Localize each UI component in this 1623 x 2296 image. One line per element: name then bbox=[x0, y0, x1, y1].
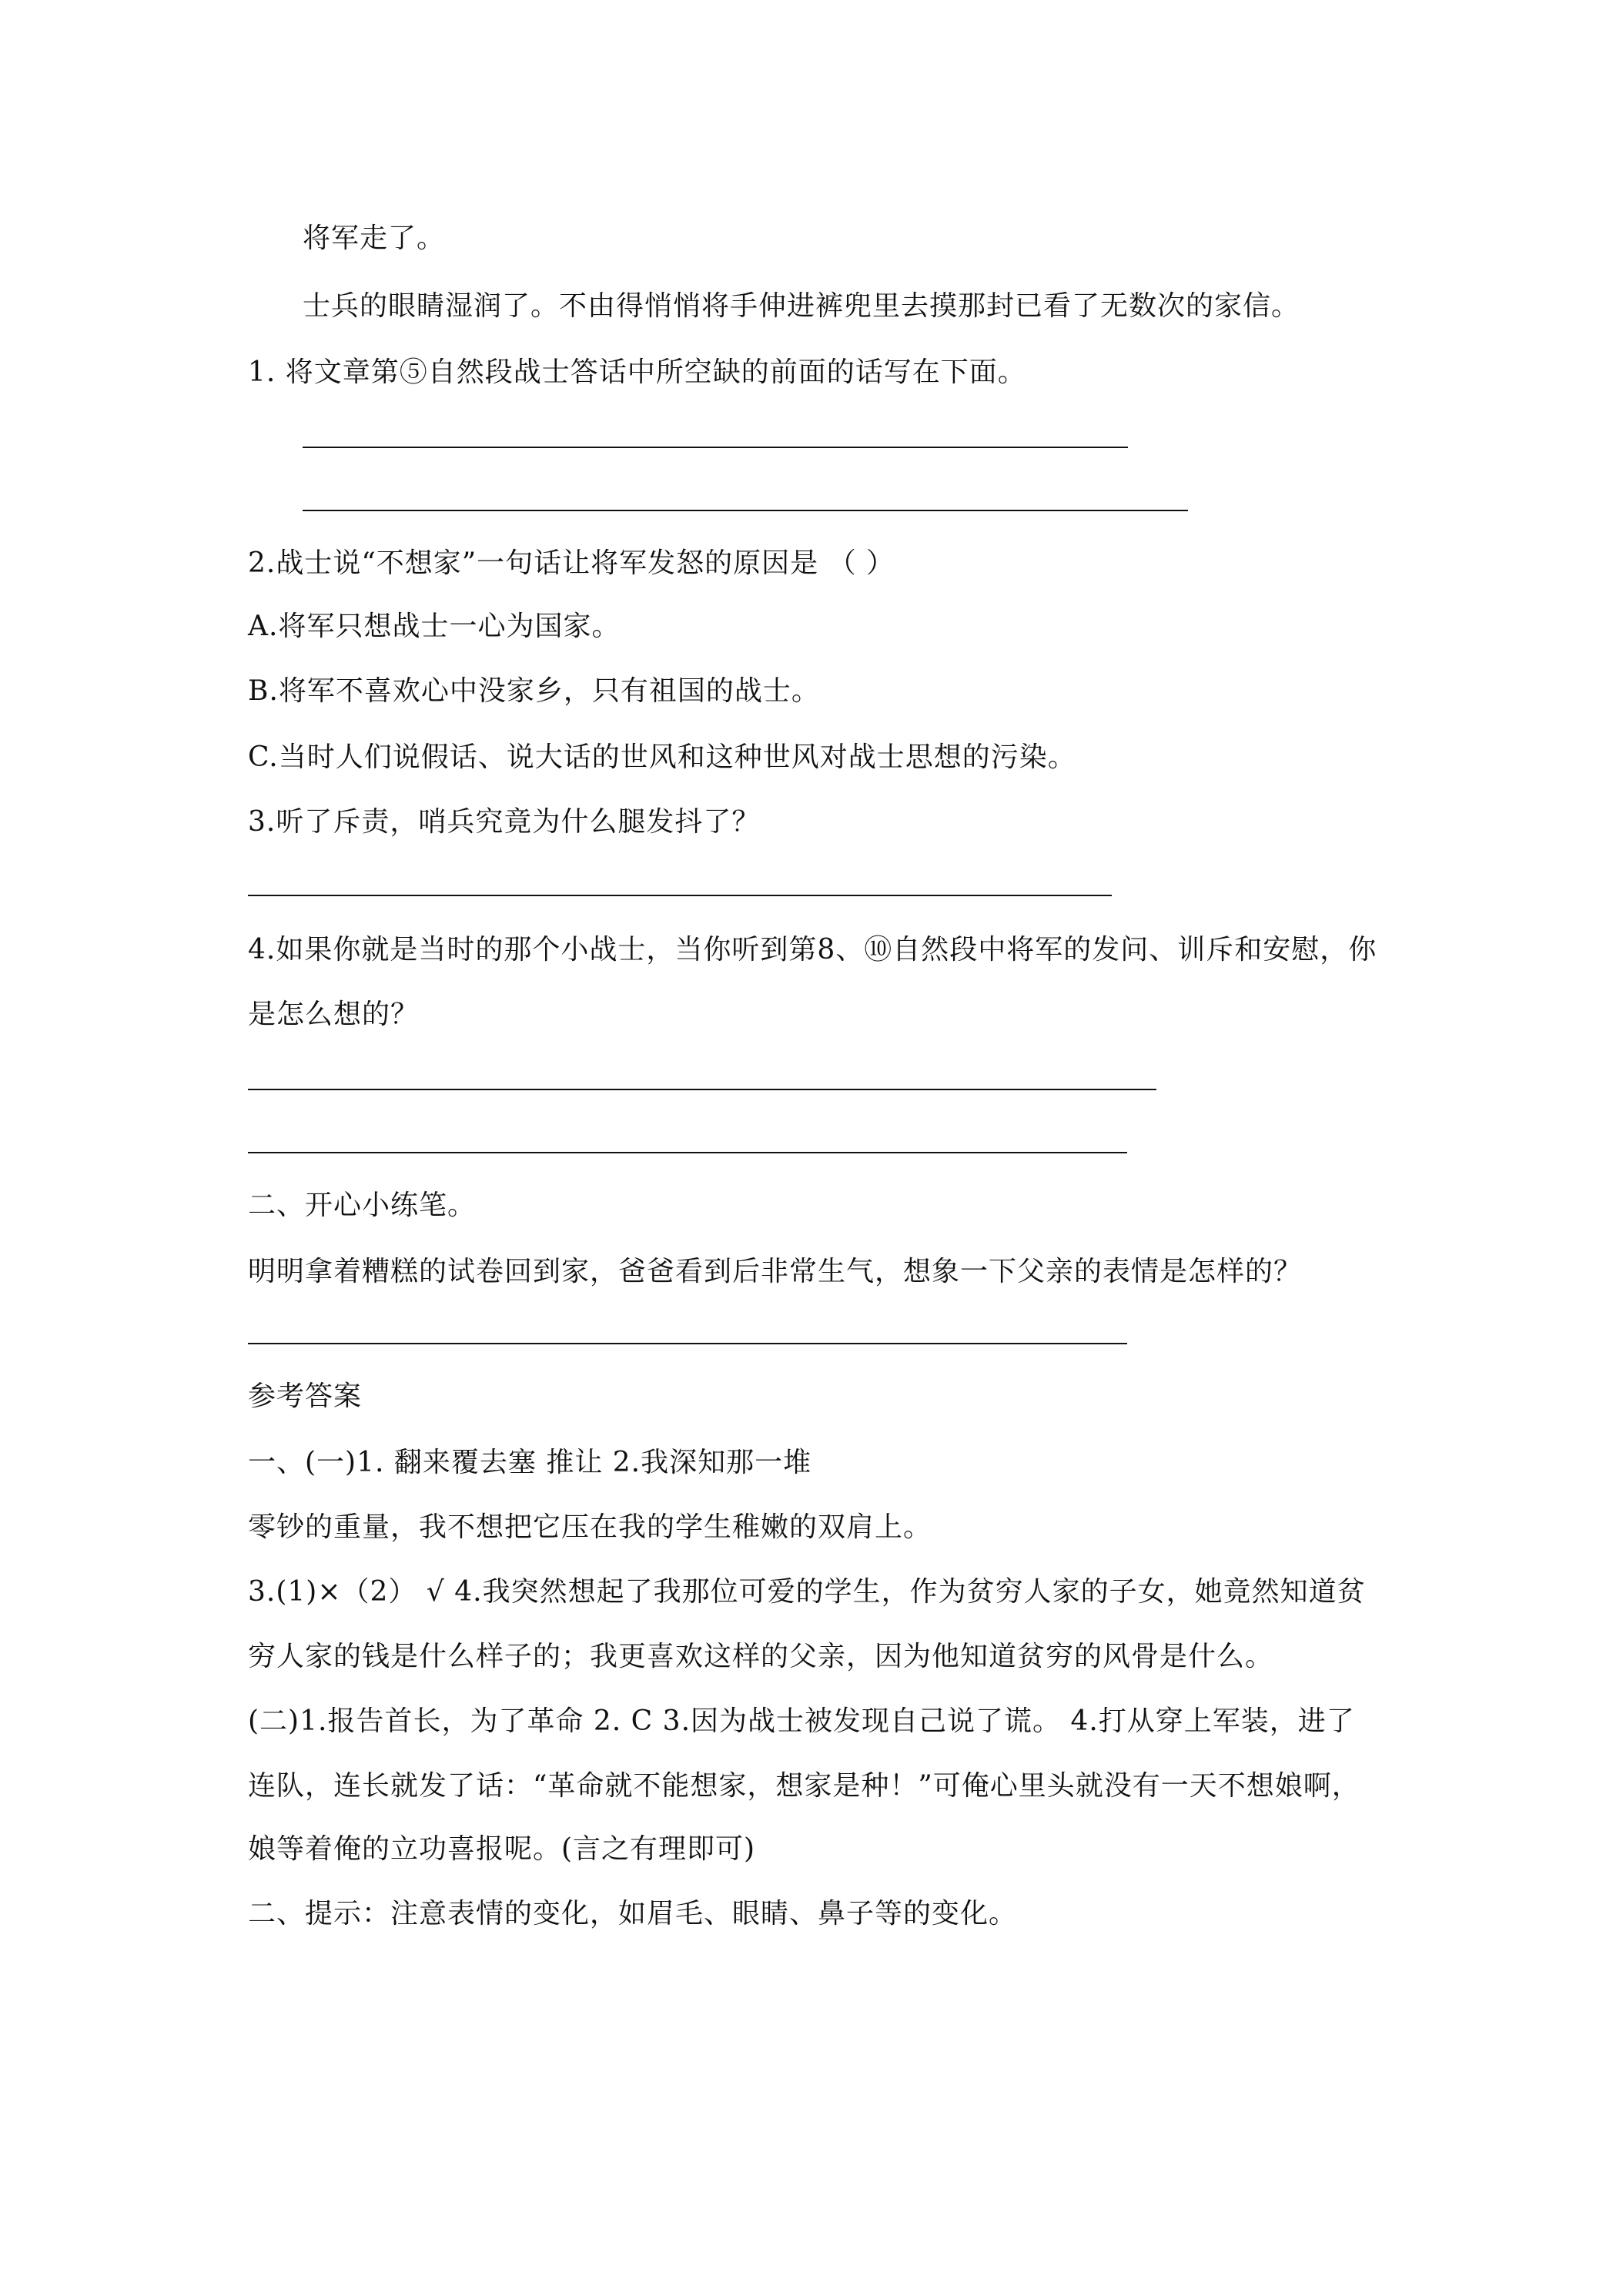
answer-line bbox=[248, 1089, 1156, 1090]
question-4-line-1: 4.如果你就是当时的那个小战士，当你听到第8、⑩自然段中将军的发问、训斥和安慰，你 bbox=[248, 934, 1377, 966]
answer-line-text: 二、提示：注意表情的变化，如眉毛、眼睛、鼻子等的变化。 bbox=[248, 1898, 1018, 1930]
answer-line bbox=[248, 1343, 1127, 1344]
passage-line-1: 将军走了。 bbox=[303, 223, 446, 254]
answer-line-text: 连队，连长就发了话：“革命就不能想家，想家是种！”可俺心里头就没有一天不想娘啊， bbox=[248, 1770, 1360, 1802]
answer-line-text: 穷人家的钱是什么样子的；我更喜欢这样的父亲，因为他知道贫穷的风骨是什么。 bbox=[248, 1641, 1274, 1672]
answer-line-text: 娘等着俺的立功喜报呢。(言之有理即可) bbox=[248, 1833, 756, 1865]
answer-line-text: 零钞的重量，我不想把它压在我的学生稚嫩的双肩上。 bbox=[248, 1511, 932, 1543]
answers-heading: 参考答案 bbox=[248, 1381, 363, 1412]
passage-line-2: 士兵的眼睛湿润了。不由得悄悄将手伸进裤兜里去摸那封已看了无数次的家信。 bbox=[303, 290, 1300, 322]
section-2-heading: 二、开心小练笔。 bbox=[248, 1190, 477, 1221]
question-3: 3.听了斥责，哨兵究竟为什么腿发抖了？ bbox=[248, 806, 761, 838]
question-4-line-2: 是怎么想的？ bbox=[248, 999, 420, 1030]
option-c: C.当时人们说假话、说大话的世风和这种世风对战士思想的污染。 bbox=[248, 741, 1076, 773]
option-b: B.将军不喜欢心中没家乡，只有祖国的战士。 bbox=[248, 675, 820, 707]
answer-line-text: 3.(1)×（2） √ 4.我突然想起了我那位可爱的学生，作为贫穷人家的子女，她竟然知道贫 bbox=[248, 1576, 1366, 1608]
answer-line-text: (二)1.报告首长，为了革命 2. C 3.因为战士被发现自己说了谎。 4.打从穿上军装，进了 bbox=[248, 1705, 1355, 1737]
answer-line bbox=[248, 895, 1112, 896]
answer-line bbox=[303, 510, 1188, 511]
option-a: A.将军只想战士一心为国家。 bbox=[248, 611, 621, 642]
answer-line bbox=[303, 447, 1128, 448]
answer-line-text: 一、(一)1. 翻来覆去塞 推让 2.我深知那一堆 bbox=[248, 1447, 812, 1478]
answer-line bbox=[248, 1152, 1127, 1153]
question-1: 1. 将文章第⑤自然段战士答话中所空缺的前面的话写在下面。 bbox=[248, 356, 1026, 388]
section-2-prompt: 明明拿着糟糕的试卷回到家，爸爸看到后非常生气，想象一下父亲的表情是怎样的？ bbox=[248, 1256, 1303, 1287]
question-2: 2.战士说“不想家”一句话让将军发怒的原因是 （ ） bbox=[248, 547, 895, 579]
